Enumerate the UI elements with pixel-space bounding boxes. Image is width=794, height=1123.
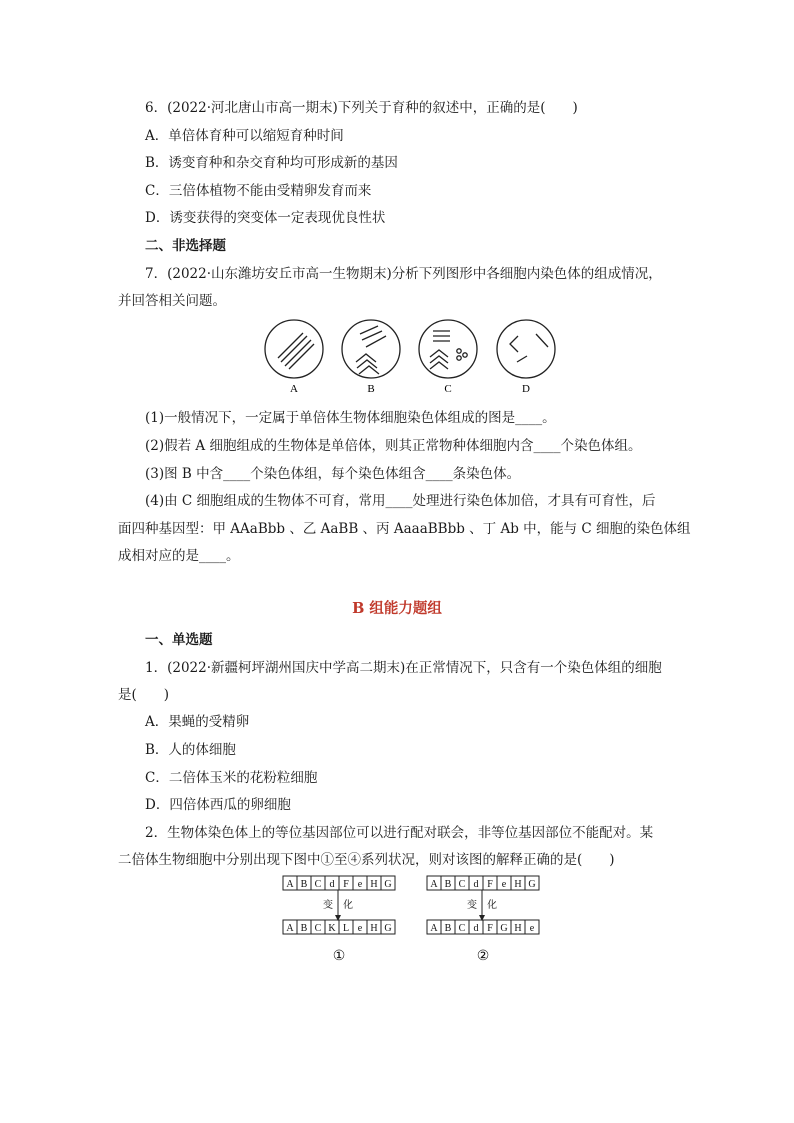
q7-sub1: (1)一般情况下，一定属于单倍体生物体细胞染色体组成的图是____。 <box>145 410 556 426</box>
q7-stem-cont: 并回答相关问题。 <box>118 293 226 309</box>
gene-label: H <box>514 923 522 934</box>
b2-stem: 2．生物体染色体上的等位基因部位可以进行配对联会，非等位基因部位不能配对。某 <box>145 825 654 841</box>
gene-label: A <box>430 879 438 890</box>
gene-label: H <box>370 879 378 890</box>
gene-label: B <box>444 923 452 934</box>
gene-label: B <box>444 879 452 890</box>
b1-stem: 1．(2022·新疆柯坪湖州国庆中学高二期末)在正常情况下，只含有一个染色体组的细胞 <box>145 660 662 676</box>
cell-label-a: A <box>290 383 298 395</box>
cell-label-b: B <box>367 383 375 395</box>
b2-stem-cont: 二倍体生物细胞中分别出现下图中①至④系列状况，则对该图的解释正确的是( ) <box>118 852 615 868</box>
gene-label: G <box>384 923 392 934</box>
b1-option-b: B．人的体细胞 <box>145 742 236 758</box>
gene-label: L <box>342 923 350 934</box>
gene-panel-2 <box>427 876 539 964</box>
q7-stem: 7．(2022·山东潍坊安丘市高一生物期末)分析下列图形中各细胞内染色体的组成情况， <box>145 266 662 282</box>
gene-label: F <box>487 879 493 890</box>
q6-option-a: A．单倍体育种可以缩短育种时间 <box>145 128 344 144</box>
gene-diagram <box>0 872 794 972</box>
gene-label: e <box>501 879 507 890</box>
gene-label: d <box>473 923 479 934</box>
b1-option-d: D．四倍体西瓜的卵细胞 <box>145 797 291 813</box>
gene-label: A <box>286 923 294 934</box>
q6-option-b: B．诱变育种和杂交育种均可形成新的基因 <box>145 155 398 171</box>
q7-sub4-cont2: 成相对应的是____。 <box>118 548 240 564</box>
group-b-title: B 组能力题组 <box>352 600 442 617</box>
gene-label: d <box>329 879 335 890</box>
gene-label: d <box>473 879 479 890</box>
b1-stem-cont: 是( ) <box>118 687 170 703</box>
gene-label: C <box>458 923 466 934</box>
gene-label: H <box>370 923 378 934</box>
change-label: 变 化 <box>323 900 353 911</box>
panel-number: ② <box>476 949 490 964</box>
gene-label: e <box>529 923 535 934</box>
cell-d <box>497 320 555 378</box>
gene-label: B <box>300 879 308 890</box>
cell-c <box>419 320 477 378</box>
gene-label: B <box>300 923 308 934</box>
gene-label: G <box>528 879 536 890</box>
q6-option-d: D．诱变获得的突变体一定表现优良性状 <box>145 210 386 226</box>
panel-number: ① <box>332 949 346 964</box>
gene-panel-1 <box>283 876 395 964</box>
section-heading-single-choice: 一、单选题 <box>145 632 213 648</box>
gene-label: A <box>286 879 294 890</box>
change-label: 变 化 <box>467 900 497 911</box>
gene-label: G <box>384 879 392 890</box>
gene-label: K <box>328 923 336 934</box>
cell-diagram <box>0 316 794 406</box>
gene-label: e <box>357 923 363 934</box>
q7-sub2: (2)假若 A 细胞组成的生物体是单倍体，则其正常物种体细胞内含____个染色体组。 <box>145 438 642 454</box>
b1-option-a: A．果蝇的受精卵 <box>145 714 250 730</box>
cell-label-c: C <box>444 383 452 395</box>
gene-label: G <box>500 923 508 934</box>
b1-option-c: C．二倍体玉米的花粉粒细胞 <box>145 770 318 786</box>
q6-option-c: C．三倍体植物不能由受精卵发育而来 <box>145 183 372 199</box>
cell-label-d: D <box>522 383 530 395</box>
gene-label: A <box>430 923 438 934</box>
section-heading-nonchoice: 二、非选择题 <box>145 238 226 254</box>
q7-sub4-cont1: 面四种基因型：甲 AAaBbb 、乙 AaBB 、丙 AaaaBBbb 、丁 Ab 中，能与 C 细胞的染色体组 <box>118 521 691 537</box>
gene-label: e <box>357 879 363 890</box>
gene-label: C <box>458 879 466 890</box>
gene-label: C <box>314 923 322 934</box>
gene-label: H <box>514 879 522 890</box>
q6-stem: 6．(2022·河北唐山市高一期末)下列关于育种的叙述中，正确的是( ) <box>145 100 578 116</box>
q7-sub4: (4)由 C 细胞组成的生物体不可育，常用____处理进行染色体加倍，才具有可育性，后 <box>145 493 656 509</box>
gene-label: F <box>487 923 493 934</box>
q7-sub3: (3)图 B 中含____个染色体组，每个染色体组含____条染色体。 <box>145 466 521 482</box>
gene-label: F <box>343 879 349 890</box>
gene-label: C <box>314 879 322 890</box>
